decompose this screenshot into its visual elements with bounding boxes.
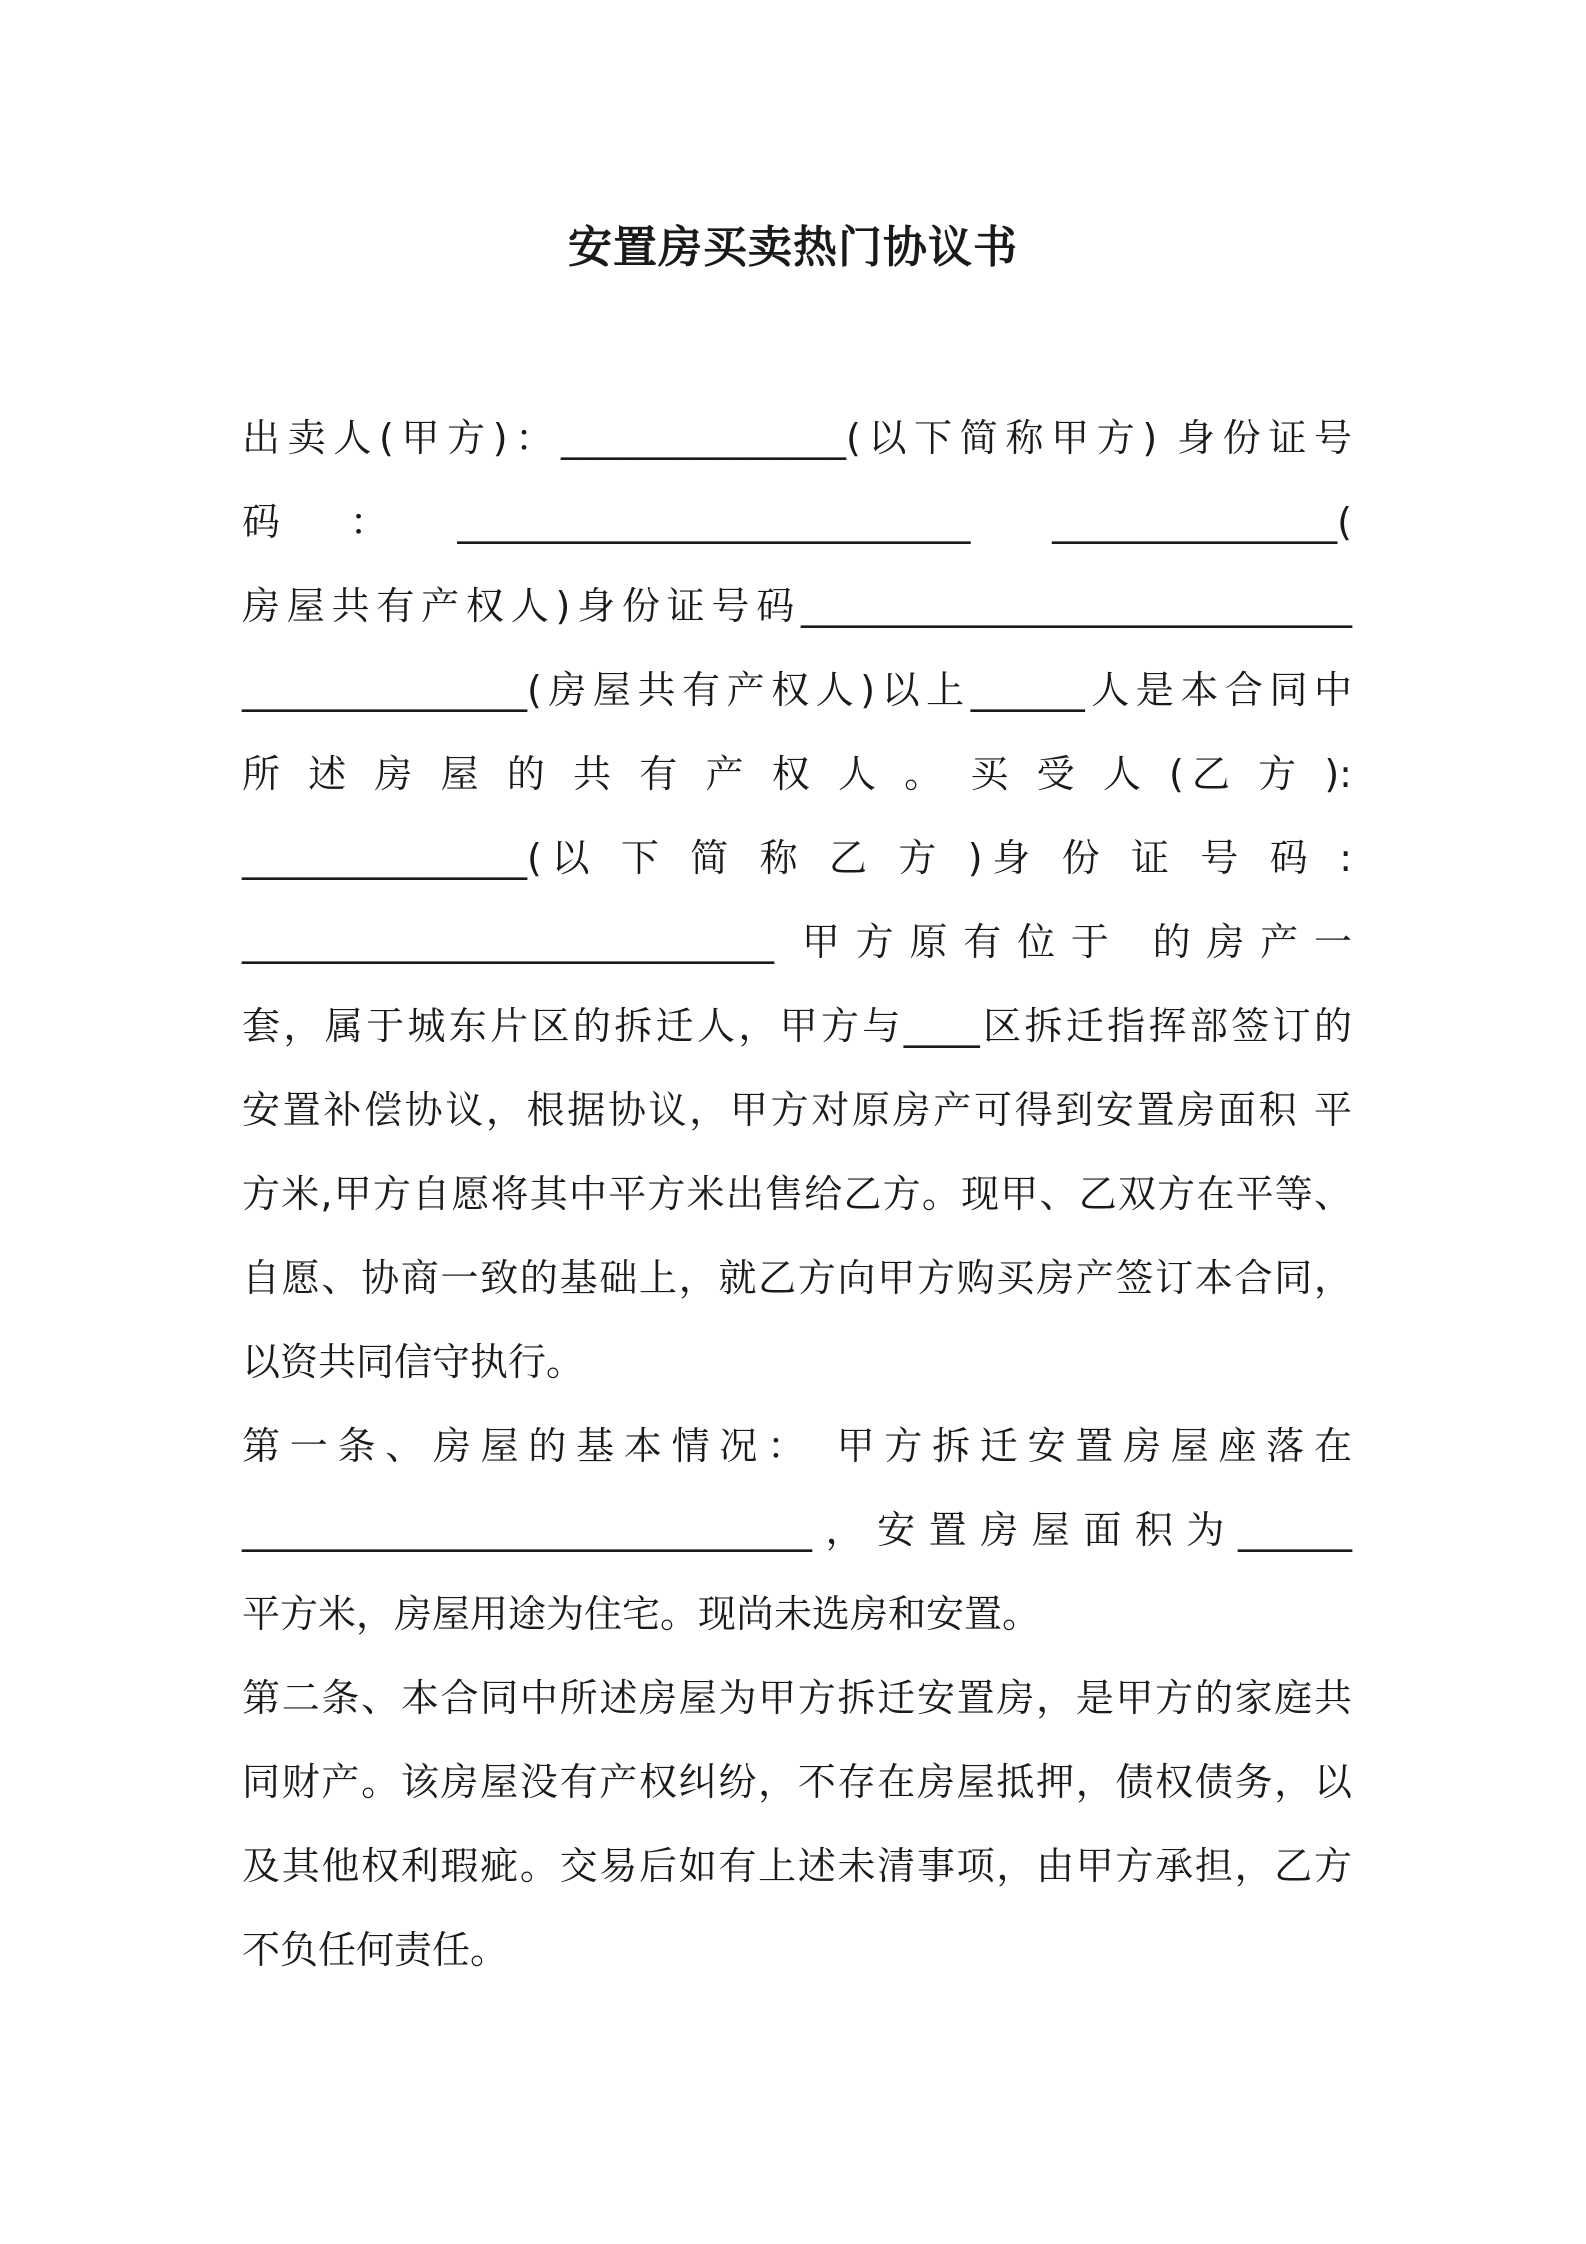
body-line: 房屋共有产权人)身份证号码_____________________________	[242, 584, 1352, 628]
body-line: 以资共同信守执行。	[242, 1340, 585, 1384]
document-title: 安置房买卖热门协议书	[568, 222, 1018, 273]
article-heading-1: 第一条、房屋的基本情况： 甲方拆迁安置房屋座落在	[242, 1424, 1352, 1468]
body-line: 自愿、协商一致的基础上，就乙方向甲方购买房产签订本合同，	[242, 1256, 1352, 1300]
body-line: 码：___________________________ _______________(	[242, 500, 1352, 544]
body-line: _______________(房屋共有产权人)以上______人是本合同中	[242, 668, 1352, 712]
body-line: 不负任何责任。	[242, 1928, 509, 1972]
body-line: 套，属于城东片区的拆迁人，甲方与____区拆迁指挥部签订的	[242, 1004, 1352, 1048]
article-heading-2: 第二条、本合同中所述房屋为甲方拆迁安置房，是甲方的家庭共	[242, 1676, 1352, 1720]
body-line: 安置补偿协议，根据协议，甲方对原房产可得到安置房面积 平	[242, 1088, 1352, 1132]
body-line: 所 述 房 屋 的 共 有 产 权 人 。 买 受 人 (乙 方 ):	[242, 752, 1352, 796]
body-line: 方米,甲方自愿将其中平方米出售给乙方。现甲、乙双方在平等、	[242, 1172, 1352, 1216]
body-line: 同财产。该房屋没有产权纠纷，不存在房屋抵押，债权债务，以	[242, 1760, 1352, 1804]
body-line: ______________________________，安置房屋面积为______	[242, 1508, 1352, 1552]
body-line: 平方米，房屋用途为住宅。现尚未选房和安置。	[242, 1592, 1041, 1636]
body-line: 出卖人(甲方)：_______________(以下简称甲方) 身份证号	[242, 416, 1352, 460]
body-line: 及其他权利瑕疵。交易后如有上述未清事项，由甲方承担，乙方	[242, 1844, 1352, 1888]
body-line: _______________(以 下 简 称 乙 方 )身 份 证 号 码 :	[242, 836, 1352, 880]
body-line: ____________________________ 甲方原有位于 的房产一	[242, 920, 1352, 964]
